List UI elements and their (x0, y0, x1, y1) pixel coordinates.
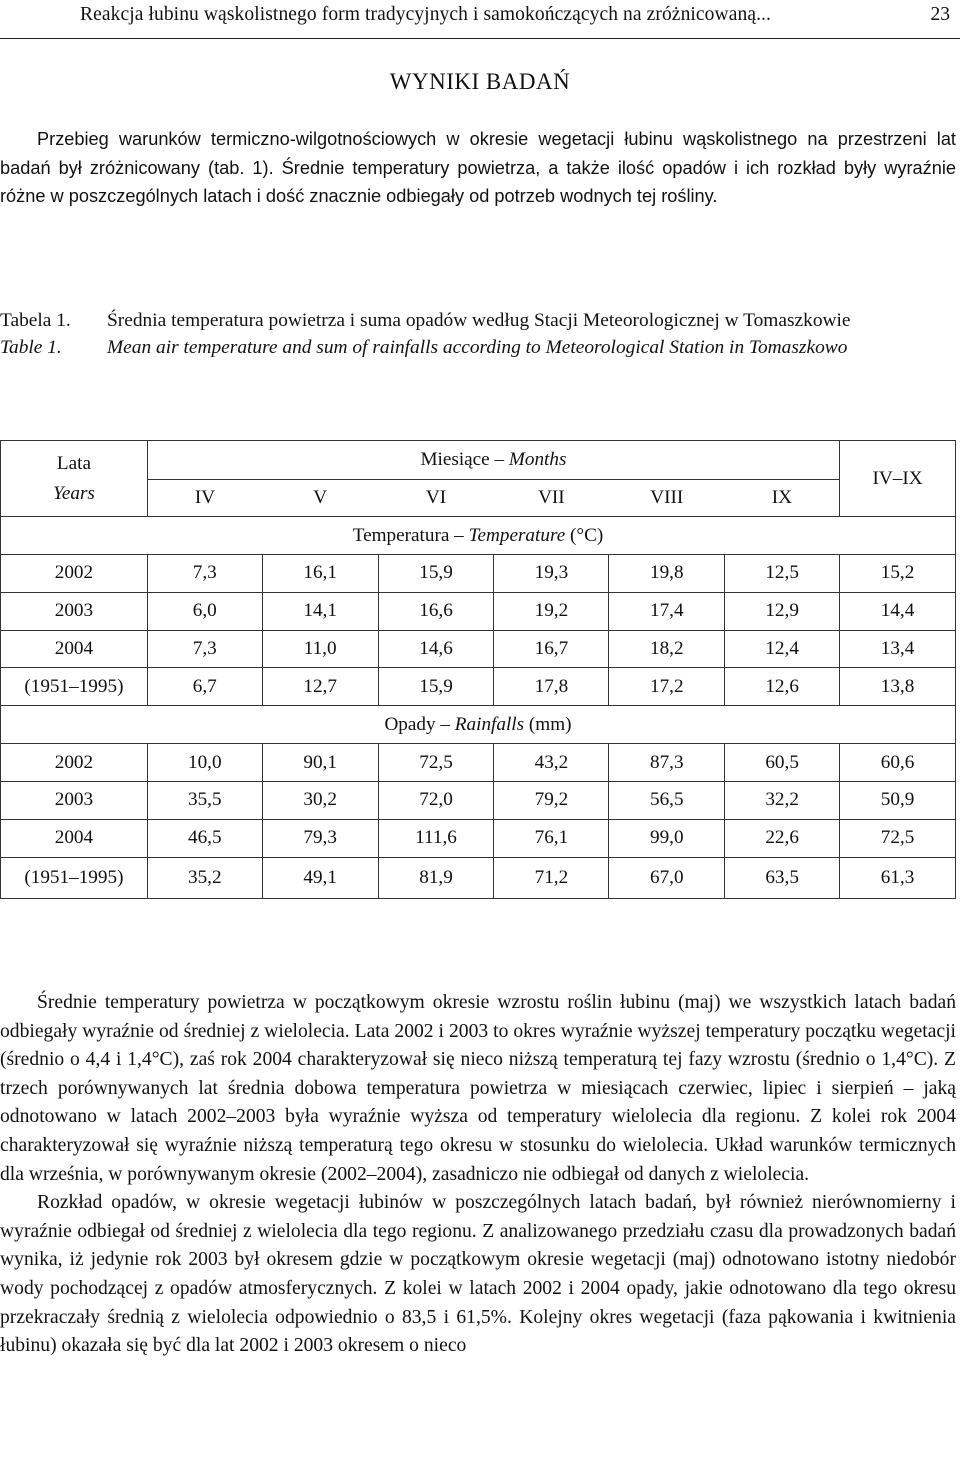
rainfall-value-cell: 60,5 (725, 744, 840, 782)
rainfall-row (1, 857, 956, 898)
rainfall-row (1, 781, 956, 819)
month-header-vi: VI (378, 480, 494, 517)
rainfall-section-en: Rainfalls (454, 713, 525, 735)
temperature-value-cell: 12,9 (725, 592, 840, 630)
temperature-unit: (°C) (565, 524, 604, 546)
caption-english (0, 334, 956, 361)
running-header (0, 0, 960, 39)
temperature-year-cell: 2002 (1, 555, 148, 593)
rainfall-value-cell: 30,2 (262, 781, 378, 819)
section-title: WYNIKI BADAŃ (389, 69, 571, 94)
rainfall-value-cell: 72,5 (378, 744, 494, 782)
body-text (0, 989, 956, 1361)
temperature-value-cell: 17,8 (494, 668, 609, 706)
caption-text-pl: Średnia temperatura powietrza i suma opadów według Stacji Meteorologicznej w Tomaszkowie (107, 310, 851, 331)
caption-label-en: Table 1. (0, 337, 62, 358)
temperature-row (1, 668, 956, 706)
temperature-value-cell: 13,4 (840, 630, 956, 668)
temperature-row (1, 555, 956, 593)
header-years-en: Years (52, 482, 95, 504)
temperature-value-cell: 14,1 (262, 592, 378, 630)
temperature-value-cell: 19,2 (494, 592, 609, 630)
temperature-year-cell: 2004 (1, 630, 148, 668)
temperature-section-en: Temperature (468, 524, 566, 546)
intro-paragraph-text: Przebieg warunków termiczno-wilgotnościowych w okresie wegetacji łubinu wąskolistnego na przestrzeni lat badań był zróżnicowany (tab. 1). Średnie temperatury powietrza, a także ilość opadów i ich rozkład były wyraźnie różne w poszczególnych latach i dość znacznie odbiegały od potrzeb wodnych tej rośliny. (0, 129, 956, 207)
rainfall-value-cell: 60,6 (840, 744, 956, 782)
rainfall-value-cell: 35,2 (147, 857, 262, 898)
rainfall-value-cell: 72,0 (378, 781, 494, 819)
temperature-value-cell: 12,7 (262, 668, 378, 706)
rainfall-value-cell: 67,0 (609, 857, 725, 898)
temperature-value-cell: 18,2 (609, 630, 725, 668)
rainfall-value-cell: 46,5 (147, 819, 262, 857)
caption-text-en: Mean air temperature and sum of rainfalls according to Meteorological Station in Tomaszkowo (107, 337, 848, 358)
rainfall-section-row (1, 706, 956, 744)
temperature-value-cell: 16,6 (378, 592, 494, 630)
rainfall-value-cell: 22,6 (725, 819, 840, 857)
temperature-value-cell: 16,1 (262, 555, 378, 593)
temperature-value-cell: 12,6 (725, 668, 840, 706)
rainfall-value-cell: 32,2 (725, 781, 840, 819)
rainfall-value-cell: 79,3 (262, 819, 378, 857)
month-header-v: V (262, 480, 378, 517)
rainfall-row (1, 819, 956, 857)
temperature-year-cell: 2003 (1, 592, 148, 630)
header-months-en: Months (508, 449, 567, 470)
temperature-value-cell: 17,2 (609, 668, 725, 706)
temperature-value-cell: 7,3 (147, 555, 262, 593)
temperature-value-cell: 14,4 (840, 592, 956, 630)
rainfall-value-cell: 79,2 (494, 781, 609, 819)
rainfall-year-cell: 2004 (1, 819, 148, 857)
caption-polish (0, 307, 956, 334)
intro-paragraph (0, 125, 956, 211)
rainfall-section-cell (1, 706, 956, 744)
rainfall-value-cell: 71,2 (494, 857, 609, 898)
temperature-value-cell: 7,3 (147, 630, 262, 668)
page-number: 23 (930, 4, 950, 25)
rainfall-unit: (mm) (524, 713, 572, 735)
rainfall-year-cell: 2003 (1, 781, 148, 819)
header-season-cell: IV–IX (840, 441, 956, 517)
temperature-year-cell: (1951–1995) (1, 668, 148, 706)
rainfall-value-cell: 87,3 (609, 744, 725, 782)
temperature-value-cell: 6,0 (147, 592, 262, 630)
header-months-pl: Miesiące – (420, 449, 509, 470)
rainfall-value-cell: 111,6 (378, 819, 494, 857)
month-header-ix: IX (725, 480, 840, 517)
temperature-section-cell (1, 517, 956, 555)
rainfall-row (1, 744, 956, 782)
month-header-viii: VIII (609, 480, 725, 517)
temperature-row (1, 630, 956, 668)
rainfall-value-cell: 72,5 (840, 819, 956, 857)
temperature-value-cell: 15,9 (378, 668, 494, 706)
rainfall-value-cell: 49,1 (262, 857, 378, 898)
weather-table (0, 440, 956, 899)
temperature-value-cell: 17,4 (609, 592, 725, 630)
rainfall-value-cell: 63,5 (725, 857, 840, 898)
temperature-section-row (1, 517, 956, 555)
caption-label-pl: Tabela 1. (0, 310, 71, 331)
temperature-value-cell: 16,7 (494, 630, 609, 668)
rainfall-value-cell: 90,1 (262, 744, 378, 782)
rainfall-value-cell: 35,5 (147, 781, 262, 819)
body-paragraph-2: Rozkład opadów, w okresie wegetacji łubinów w poszczególnych latach badań, był również nierównomierny i wyraźnie odbiegał od średniej z wielolecia dla tego regionu. Z analizowanego przedziału czasu dla prowadzonych badań wynika, iż jedynie rok 2003 był okresem gdzie w początkowym okresie wegetacji (maj) odnotowano istotny niedobór wody pochodzącej z opadów atmosferycznych. Z kolei w latach 2002 i 2004 opady, jakie odnotowano dla tego okresu przekraczały średnią z wielolecia odpowiednio o 83,5 i 61,5%. Kolejny okres wegetacji (faza pąkowania i kwitnienia łubinu) okazała się być dla lat 2002 i 2003 okresem o nieco (0, 1192, 956, 1357)
rainfall-value-cell: 81,9 (378, 857, 494, 898)
temperature-value-cell: 12,5 (725, 555, 840, 593)
rainfall-year-cell: 2002 (1, 744, 148, 782)
temperature-value-cell: 15,9 (378, 555, 494, 593)
header-row-months (1, 441, 956, 480)
temperature-value-cell: 13,8 (840, 668, 956, 706)
header-months-cell (147, 441, 839, 480)
temperature-value-cell: 11,0 (262, 630, 378, 668)
rainfall-value-cell: 99,0 (609, 819, 725, 857)
rainfall-section-pl: Opady – (384, 713, 455, 735)
temperature-value-cell: 19,8 (609, 555, 725, 593)
temperature-value-cell: 15,2 (840, 555, 956, 593)
table-caption (0, 307, 956, 361)
temperature-value-cell: 14,6 (378, 630, 494, 668)
running-title: Reakcja łubinu wąskolistnego form tradycyjnych i samokończących na zróżnicowaną... (80, 4, 772, 25)
temperature-row (1, 592, 956, 630)
rainfall-value-cell: 50,9 (840, 781, 956, 819)
rainfall-year-cell: (1951–1995) (1, 857, 148, 898)
rainfall-value-cell: 43,2 (494, 744, 609, 782)
body-paragraph-1: Średnie temperatury powietrza w początkowym okresie wzrostu roślin łubinu (maj) we wszystkich latach badań odbiegały wyraźnie od średniej z wielolecia. Lata 2002 i 2003 to okres wyraźnie wyższej temperatury początku wegetacji (średnio o 4,4 i 1,4°C), zaś rok 2004 charakteryzował się nieco niższą temperaturą tej fazy wzrostu (średnio o 1,4°C). Z trzech porównywanych lat średnia dobowa temperatura powietrza w miesiącach czerwiec, lipiec i sierpień – jaką odnotowano w latach 2002–2003 była wyraźnie wyższa od temperatury wielolecia dla regionu. Z kolei rok 2004 charakteryzował się wyraźnie niższą temperaturą tego okresu w stosunku do wielolecia. Układ warunków termicznych dla września, w porównywanym okresie (2002–2004), zasadniczo nie odbiegał od danych z wielolecia. (0, 992, 956, 1185)
month-header-iv: IV (147, 480, 262, 517)
temperature-value-cell: 6,7 (147, 668, 262, 706)
header-years-cell (1, 441, 148, 517)
temperature-section-pl: Temperatura – (352, 524, 469, 546)
month-header-vii: VII (494, 480, 609, 517)
rainfall-value-cell: 56,5 (609, 781, 725, 819)
temperature-value-cell: 19,3 (494, 555, 609, 593)
rainfall-value-cell: 61,3 (840, 857, 956, 898)
header-years-pl: Lata (56, 452, 91, 474)
rainfall-value-cell: 10,0 (147, 744, 262, 782)
rainfall-value-cell: 76,1 (494, 819, 609, 857)
temperature-value-cell: 12,4 (725, 630, 840, 668)
